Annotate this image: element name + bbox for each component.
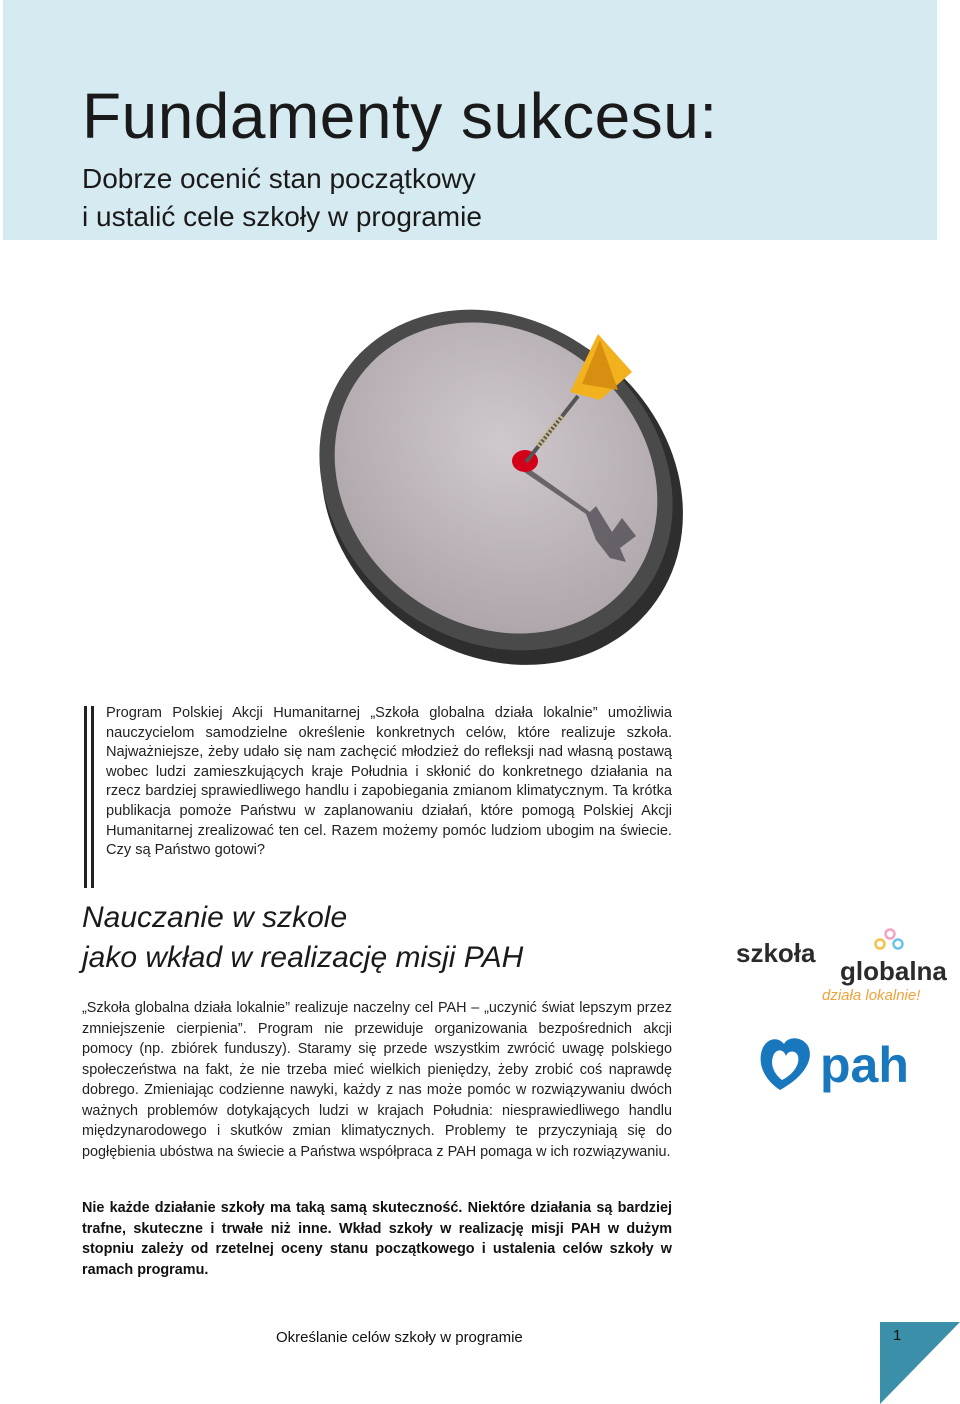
bold-paragraph: Nie każde działanie szkoły ma taką samą skuteczność. Niektóre działania są bardziej trafne, skuteczne i trwałe niż inne. Wkład szkoły w realizację misji PAH w dużym stopniu zależy od rzetelnej oceny stanu początkowego i ustalenia celów szkoły w ramach programu. [82,1200,672,1278]
accent-bar [91,706,94,888]
logo-tagline: działa lokalnie! [822,987,921,1004]
page-title: Fundamenty sukcesu: [82,80,718,152]
footer-title: Określanie celów szkoły w programie [276,1329,523,1346]
pah-wordmark: pah [820,1037,909,1093]
intro-accent-bars [84,706,96,888]
intro-paragraph: Program Polskiej Akcji Humanitarnej „Szkoła globalna działa lokalnie” umożliwia nauczycielom samodzielne określenie konkretnych celów, które realizuje szkoła. Najważniejsze, żeby udało się nam zachęcić młodzież do refleksji nad własną postawą wobec ludzi zamieszkujących kraje Południa i skłonić do konkretnego działania na rzecz bardziej sprawiedliwego handlu i zapobiegania zmianom klimatycznym. Ta krótka publikacja pomoże Państwu w zaplanowaniu działań, które pomogą Polskiej Akcji Humanitarnej zrealizować ten cel. Razem możemy pomóc ludziom ubogim na świecie. Czy są Państwo gotowi? [106,705,672,859]
subtitle-line-2: i ustalić cele szkoły w programie [82,201,482,232]
logo-word-szkola: szkoła [736,938,816,968]
pah-logo [756,1030,926,1094]
section-title [82,898,523,978]
logo-word-globalna: globalna [840,956,947,986]
accent-bar [84,706,87,888]
szkola-globalna-logo [730,924,954,1008]
section-title-line-1: Nauczanie w szkole [82,901,348,934]
page-subtitle [82,160,482,236]
section-title-line-2: jako wkład w realizację misji PAH [82,941,524,974]
body-paragraph: „Szkoła globalna działa lokalnie” realizuje naczelny cel PAH – „uczynić świat lepszym przez zmniejszenie cierpienia”. Program nie przewiduje organizowania bezpośrednich akcji pomocy (np. zbiórek funduszy). Staramy się przede wszystkim zwrócić uwagę polskiego społeczeństwa na fakt, że nie trzeba mieć wielkich pieniędzy, żeby zrobić coś naprawdę dobrego. Zmieniając codzienne nawyki, każdy z nas może pomóc w rozwiązywaniu dwóch ważnych problemów dotykających ludzi w krajach Południa: niesprawiedliwego handlu międzynarodowego i skutków zmian klimatycznych. Problemy te przyczyniają się do pogłębienia ubóstwa na świecie a Państwa współpraca z PAH pomaga w ich rozwiązywaniu. [82,1000,672,1160]
dartboard-illustration [300,300,720,680]
page-number: 1 [893,1327,902,1344]
page-corner-triangle [880,1322,960,1404]
subtitle-line-1: Dobrze ocenić stan początkowy [82,163,476,194]
